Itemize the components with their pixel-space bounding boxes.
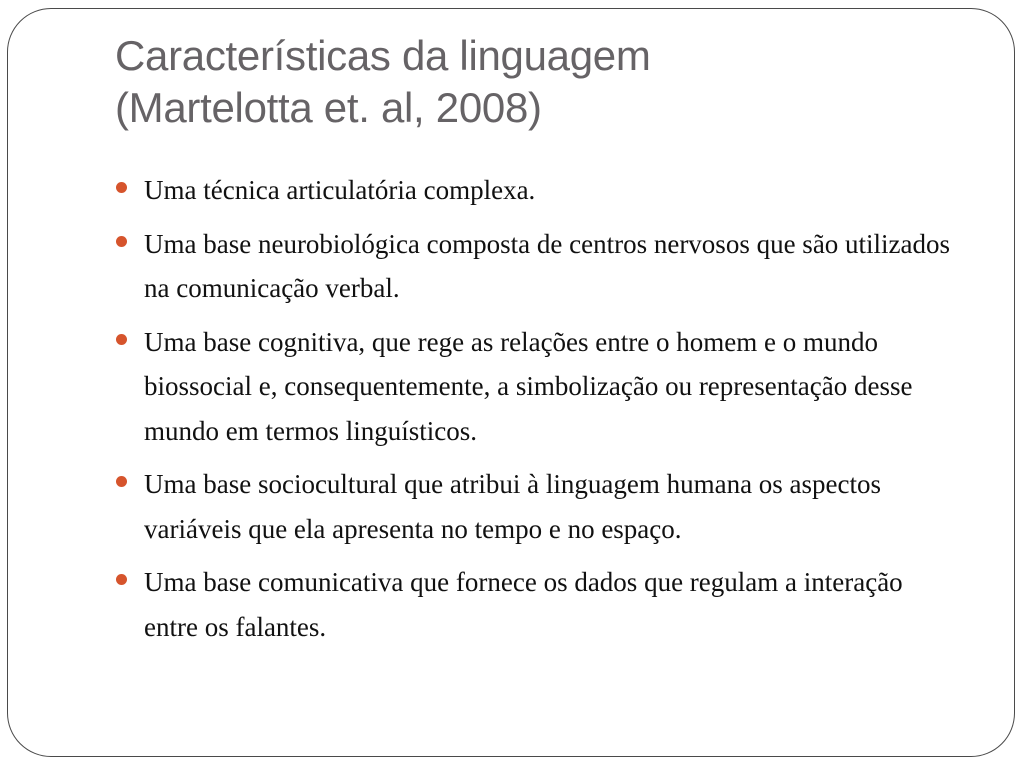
bullet-text: Uma base comunicativa que fornece os dados que regulam a interação entre os falantes. <box>144 567 903 642</box>
bullet-item <box>116 168 956 213</box>
slide-title-line-2: (Martelotta et. al, 2008) <box>115 84 542 131</box>
bullet-text: Uma técnica articulatória complexa. <box>144 175 536 205</box>
bullet-item <box>116 222 956 311</box>
bullet-text: Uma base cognitiva, que rege as relações entre o homem e o mundo biossocial e, consequentemente, a simbolização ou representação desse mundo em termos linguísticos. <box>144 326 913 446</box>
bullet-dot-icon <box>116 574 127 585</box>
bullet-dot-icon <box>116 236 127 247</box>
bullet-dot-icon <box>116 182 127 193</box>
bullet-dot-icon <box>116 476 127 487</box>
bullet-text: Uma base sociocultural que atribui à linguagem humana os aspectos variáveis que ela apresenta no tempo e no espaço. <box>144 469 882 544</box>
slide-title <box>115 30 975 134</box>
bullet-item <box>116 320 956 454</box>
bullet-item <box>116 462 956 551</box>
slide-title-line-1: Características da linguagem <box>115 32 651 79</box>
bullet-item <box>116 560 956 649</box>
bullet-dot-icon <box>116 334 127 345</box>
bullet-list <box>116 168 956 658</box>
bullet-text: Uma base neurobiológica composta de centros nervosos que são utilizados na comunicação verbal. <box>144 228 951 303</box>
